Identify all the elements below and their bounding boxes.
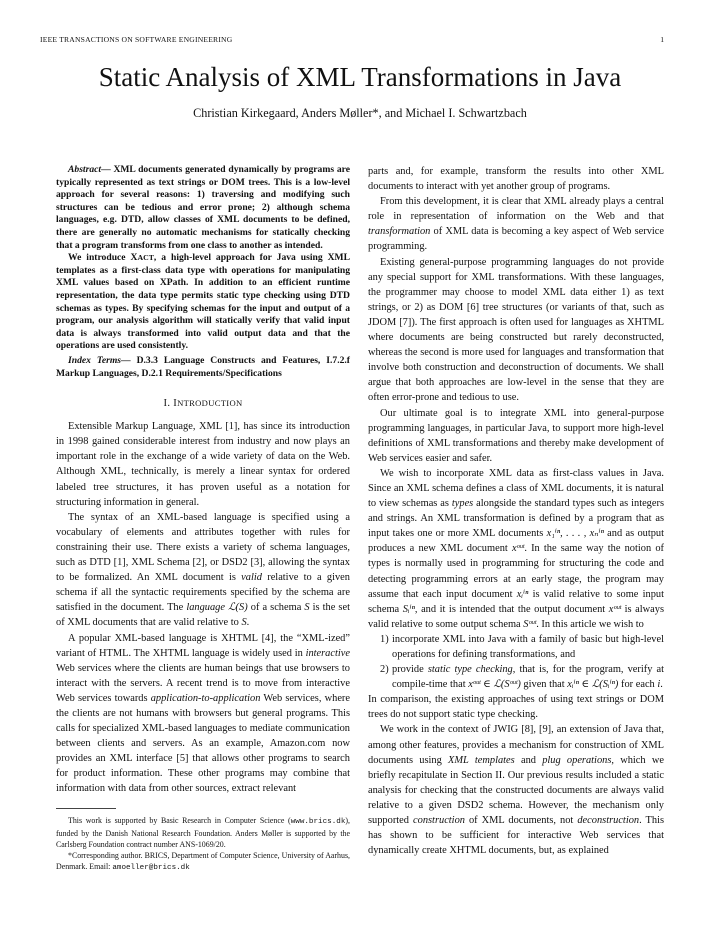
right-paragraph-0: parts and, for example, transform the results into other XML documents to interact with yet another group of programs.	[368, 166, 664, 193]
intro-paragraph-1: Extensible Markup Language, XML [1], has since its introduction in 1998 gained considerable interest from industry and now plays an important role in the exchange of a wide variety of data on the Web. Although XML, technically, is merely a linear syntax for ordered labeled tree structures, it has proven useful as a notation for structuring information in general.	[56, 421, 350, 508]
intro-paragraph-3: A popular XML-based language is XHTML [4], the “XML-ized” variant of HTML. The XHTML language is widely used in interactive Web services where the clients are human beings that use browsers to interact with the servers. A recent trend is to move from interactive Web services towards application-to-application Web services, where the clients are not humans with browsers but general programs. This calls for specialized XML-based languages to mediate communication between clients and servers. As an example, Amazon.com now provides an XML interface [5] that allows other programs to search for product information. These other programs may combine that information with data from other sources, extract relevant	[56, 632, 350, 795]
abstract-label: Abstract	[68, 164, 102, 175]
right-paragraph-2: Existing general-purpose programming languages do not provide any special support for XML transformations. With these languages, the programmer may choose to model XML data either 1) as text strings, or 2) as DOM [6] tree structures (or variants of that, such as JDOM [7]). The first approach is often used for languages as XHTML where documents are being constructed but rarely deconstructed, whereas the second is more used for languages and transformation that involve both construction and deconstruction of documents. We shall argue that both approaches are low-level in the sense that they are often error-prone and tedious to use.	[368, 256, 664, 404]
contribution-item-1: 1) incorporate XML into Java with a family of basic but high-level operations for defining transformations, and	[380, 633, 664, 660]
section-heading-introduction: I. INTRODUCTION	[163, 398, 243, 410]
right-paragraph-5: In comparison, the existing approaches of using text strings or DOM trees do not support static type checking.	[368, 694, 664, 721]
running-header: IEEE TRANSACTIONS ON SOFTWARE ENGINEERING	[40, 35, 233, 44]
page-number: 1	[660, 35, 664, 44]
left-column	[56, 164, 350, 874]
footnote-corresponding-author: *Corresponding author. BRICS, Department of Computer Science, University of Aarhus, Denmark. Email: amoeller@brics.dk	[56, 850, 350, 872]
paper-title: Static Analysis of XML Transformations in Java	[98, 62, 622, 92]
index-terms: Index Terms— D.3.3 Language Constructs and Features, I.7.2.f Markup Languages, D.2.1 Requirements/Specifications	[56, 354, 350, 379]
footnote-divider	[56, 808, 116, 809]
contribution-item-2: 2) provide static type checking, that is, for the program, verify at compile-time that xᵒᵘᵗ ∈ ℒ(Sᵒᵘᵗ) given that xᵢⁱⁿ ∈ ℒ(Sᵢⁱⁿ) for each i.	[380, 664, 665, 691]
footnote-funding: This work is supported by Basic Research in Computer Science (www.brics.dk), funded by the Danish National Research Foundation. Anders Møller is supported by the Carlsberg Foundation contract number ANS-1069/20.	[56, 815, 350, 849]
abstract-paragraph-2: We introduce XACT, a high-level approach for Java using XML templates as a first-class data type with operations for manipulating XML values based on XPath. In addition to an efficient runtime representation, the data type permits static type checking using DTD schemas as types. By specifying schemas for the input and output of a program, our analysis algorithm will statically verify that valid input data is always transformed into valid output data and that the operations are used consistently.	[56, 252, 351, 352]
abstract-paragraph-1: XML documents generated dynamically by programs are typically represented as text strings or DOM trees. This is a low-level approach for several reasons: 1) traversing and modifying such structures can be tedious and error prone; 2) although schema languages, e.g. DTD, allow classes of XML documents to be defined, there are generally no automatic mechanisms for statically checking that a program transforms from one class to another as intended.	[56, 164, 350, 251]
contribution-list	[368, 632, 664, 692]
right-paragraph-3: Our ultimate goal is to integrate XML into general-purpose programming languages, in particular Java, to support more high-level definitions of XML transformations and thereby make development of Web services easier and safer.	[368, 407, 664, 464]
email-link[interactable]: amoeller@brics.dk	[112, 863, 190, 872]
abstract: Abstract— XML documents generated dynamically by programs are typically represented as text strings or DOM trees. This is a low-level approach for several reasons: 1) traversing and modifying such structures can be tedious and error prone; 2) although schema languages, e.g. DTD, allow classes of XML documents to be defined, there are generally no automatic mechanisms for statically checking that a program transforms from one class to another as intended. We introduce XACT, a high-level approach for Java using XML templates as a first-class data type with operations for manipulating XML values based on XPath. In addition to an efficient runtime representation, the data type permits static type checking using DTD schemas as types. By specifying schemas for the input and output of a program, our analysis algorithm will statically verify that valid input data is always transformed into valid output data and that the operations are used consistently. Index Terms— D.3.3 Language Constructs and Features, I.7.2.f Markup Languages, D.2.1 Requirements/Specifications	[56, 164, 351, 379]
right-paragraph-4: We wish to incorporate XML data as first-class values in Java. Since an XML schema defines a class of XML documents, it is natural to view schemas as types alongside the standard types such as integers and strings. An XML transformation is defined by a program that as input takes one or more XML documents x₁ⁱⁿ, . . . , xₙⁱⁿ and as output produces a new XML document xᵒᵘᵗ. In the same way the notion of types is normally used in programming for structuring the code and detecting programming errors at an early stage, the program may assume that each input document xᵢⁱⁿ is valid relative to some input schema Sᵢⁱⁿ, and it is intended that the output document xᵒᵘᵗ is always valid relative to some output schema Sᵒᵘᵗ. In this article we wish to	[368, 467, 665, 630]
right-paragraph-6: We work in the context of JWIG [8], [9], an extension of Java that, among other features, provides a mechanism for construction of XML documents using XML templates and plug operations, which we briefly recapitulate in Section II. Our previous results included a static analysis for checking that the constructed documents are always valid relative to a given DSD2 schema. However, the mechanism only supported construction of XML documents, not deconstruction. This has shown to be sufficient for interactive Web services that dynamically create XHTML documents, but, as explained	[368, 724, 665, 857]
right-paragraph-1: From this development, it is clear that XML already plays a central role in representation of information on the Web and that transformation of XML data is becoming a key aspect of Web service programming.	[368, 196, 664, 253]
author-list: Christian Kirkegaard, Anders Møller*, and Michael I. Schwartzbach	[193, 106, 527, 120]
intro-paragraph-2: The syntax of an XML-based language is specified using a vocabulary of elements and attributes together with rules for constraining their use. There exists a variety of schema languages, such as DTD [1], XML Schema [2], or DSD2 [3], allowing the syntax to be formalized. An XML document is valid relative to a given schema if all the syntactic requirements specified by the schema are satisfied in the document. The language ℒ(S) of a schema S is the set of XML documents that are valid relative to S.	[56, 511, 350, 629]
right-column	[368, 164, 664, 858]
